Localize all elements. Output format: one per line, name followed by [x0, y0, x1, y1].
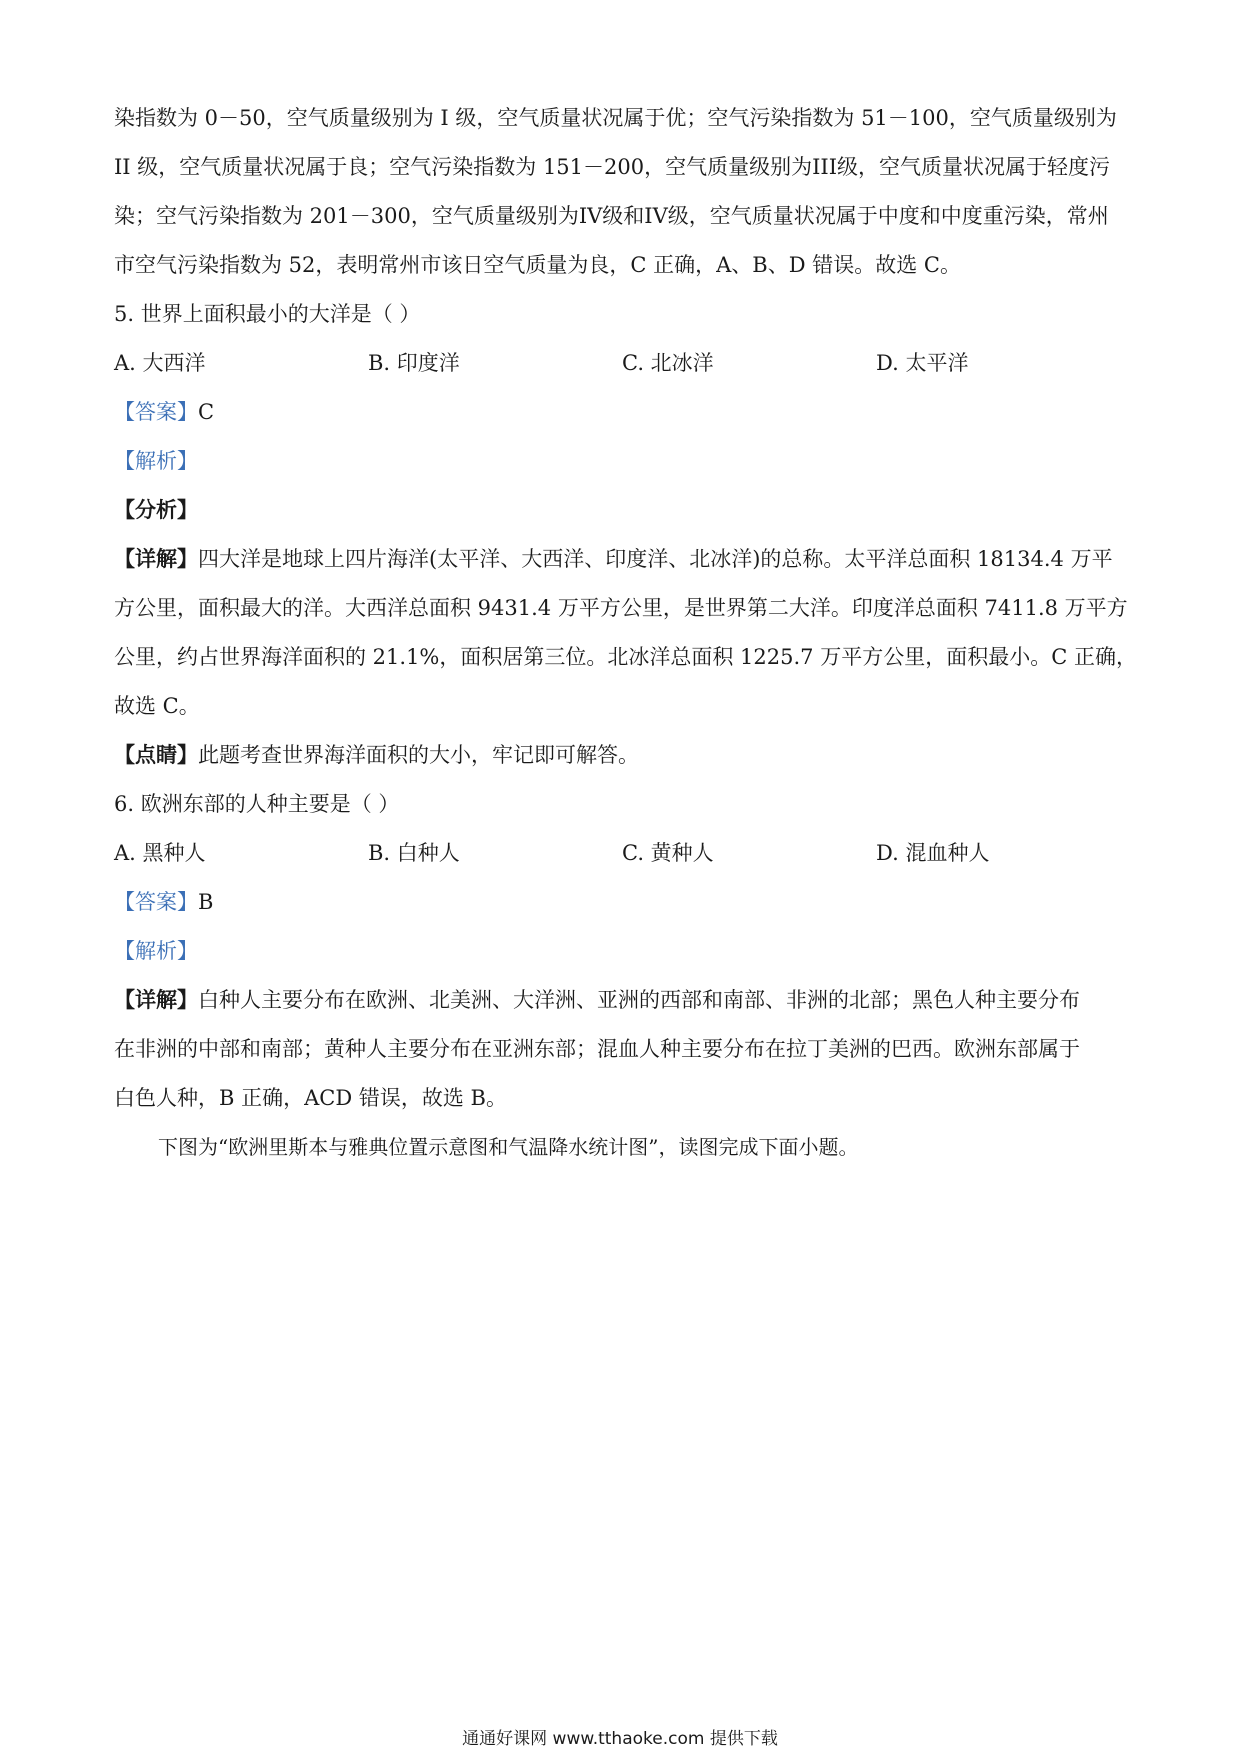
detail-tag: 【详解】	[114, 546, 198, 571]
fenxi-tag: 【分析】	[114, 497, 198, 522]
answer-tag: 【答案】	[114, 400, 198, 424]
analysis-tag: 【解析】	[114, 449, 198, 473]
analysis-tag: 【解析】	[114, 939, 198, 963]
dianjing-tag: 【点睛】	[114, 742, 198, 767]
q5-option-b: B. 印度洋	[368, 351, 460, 375]
q5-option-d: D. 太平洋	[876, 351, 969, 375]
detail-text: 白种人主要分布在欧洲、北美洲、大洋洲、亚洲的西部和南部、非洲的北部；黑色人种主要分布	[198, 988, 1080, 1012]
answer-tag: 【答案】	[114, 890, 198, 914]
page-footer: 通通好课网 www.tthaoke.com 提供下载	[462, 1729, 778, 1749]
q6-detail-line: 白色人种，B 正确，ACD 错误，故选 B。	[114, 1086, 507, 1110]
q6-answer	[114, 887, 1130, 917]
q5-fenxi-heading	[114, 495, 1130, 525]
q5-analysis-heading	[114, 446, 1130, 476]
next-section-intro: 下图为“欧洲里斯本与雅典位置示意图和气温降水统计图”，读图完成下面小题。	[158, 1135, 859, 1159]
dianjing-text: 此题考查世界海洋面积的大小，牢记即可解答。	[198, 743, 639, 767]
q6-option-b: B. 白种人	[368, 841, 460, 865]
q5-option-c: C. 北冰洋	[622, 351, 714, 375]
q6-analysis-heading	[114, 936, 1130, 966]
detail-text: 四大洋是地球上四片海洋(太平洋、大西洋、印度洋、北冰洋)的总称。太平洋总面积 18134.4 万平	[198, 547, 1113, 571]
q6-option-d: D. 混血种人	[876, 841, 990, 865]
q6-option-a: A. 黑种人	[114, 841, 206, 865]
q5-detail-line	[114, 544, 1130, 574]
question-6-stem: 6. 欧洲东部的人种主要是（ ）	[114, 792, 400, 816]
prev-explanation-line: 市空气污染指数为 52，表明常州市该日空气质量为良，C 正确，A、B、D 错误。故选 C。	[114, 253, 961, 277]
q5-answer	[114, 397, 1130, 427]
q5-option-a: A. 大西洋	[114, 351, 206, 375]
prev-explanation-line: II 级，空气质量状况属于良；空气污染指数为 151－200，空气质量级别为III级，空气质量状况属于轻度污	[114, 155, 1110, 179]
answer-value: B	[198, 890, 214, 914]
q6-detail-line	[114, 985, 1130, 1015]
detail-tag: 【详解】	[114, 987, 198, 1012]
q6-option-c: C. 黄种人	[622, 841, 714, 865]
q5-dianjing	[114, 740, 1130, 770]
q5-detail-line: 方公里，面积最大的洋。大西洋总面积 9431.4 万平方公里，是世界第二大洋。印度洋总面积 7411.8 万平方	[114, 596, 1128, 620]
q6-detail-line: 在非洲的中部和南部；黄种人主要分布在亚洲东部；混血人种主要分布在拉丁美洲的巴西。欧洲东部属于	[114, 1037, 1080, 1061]
q5-detail-line: 故选 C。	[114, 694, 200, 718]
prev-explanation-line: 染；空气污染指数为 201－300，空气质量级别为IV级和IV级，空气质量状况属于中度和中度重污染，常州	[114, 204, 1109, 228]
question-5-stem: 5. 世界上面积最小的大洋是（ ）	[114, 302, 421, 326]
q5-detail-line: 公里，约占世界海洋面积的 21.1%，面积居第三位。北冰洋总面积 1225.7 万平方公里，面积最小。C 正确，	[114, 645, 1137, 669]
answer-value: C	[198, 400, 215, 424]
prev-explanation-line: 染指数为 0－50，空气质量级别为 I 级，空气质量状况属于优；空气污染指数为 51－100，空气质量级别为	[114, 106, 1117, 130]
